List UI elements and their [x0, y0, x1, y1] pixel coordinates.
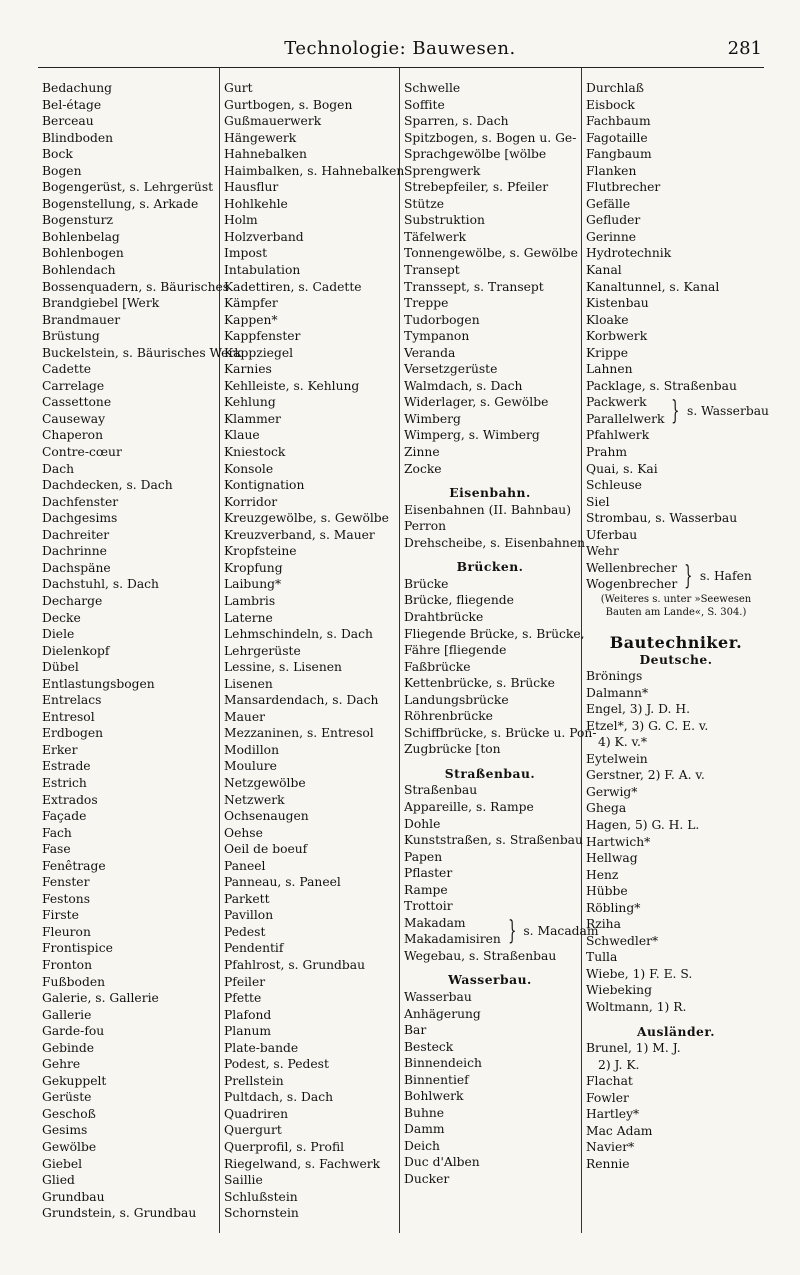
- index-entry: Kappen*: [224, 312, 278, 327]
- index-entry: Brüstung: [42, 329, 100, 344]
- index-entry: Bogen: [42, 163, 82, 178]
- index-entry: Plate-bande: [224, 1040, 299, 1055]
- index-entry: Oeil de boeuf: [224, 842, 308, 857]
- index-entry: Laterne: [224, 610, 273, 625]
- cross-reference: s. Wasserbau: [687, 403, 769, 418]
- index-entry: Eisenbahnen (II. Bahnbau): [404, 502, 572, 517]
- section-heading: Deutsche.: [639, 651, 713, 667]
- person-entry: 2) J. K.: [598, 1057, 640, 1072]
- index-entry: Pavillon: [224, 908, 274, 923]
- index-entry: Modillon: [224, 742, 279, 757]
- index-entry: Fußboden: [42, 974, 106, 989]
- person-entry: Tulla: [586, 950, 618, 965]
- column-divider: [219, 68, 220, 1233]
- index-entry: Hohlkehle: [224, 196, 288, 211]
- index-entry: Straßenbau: [404, 783, 478, 798]
- section-heading: Wasserbau.: [448, 972, 532, 988]
- index-entry: Widerlager, s. Gewölbe: [404, 395, 549, 410]
- index-entry: Bohlwerk: [404, 1089, 464, 1104]
- index-entry: Lehmschindeln, s. Dach: [224, 627, 373, 642]
- index-entry: Dachgesims: [42, 511, 118, 526]
- index-entry: Gehre: [42, 1057, 81, 1072]
- person-entry: Henz: [586, 867, 619, 882]
- index-entry: Fachbaum: [586, 114, 651, 129]
- index-entry: Sprengwerk: [404, 163, 481, 178]
- index-entry: Galerie, s. Gallerie: [42, 991, 159, 1006]
- index-entry: Cassettone: [42, 395, 112, 410]
- index-entry: Prellstein: [224, 1073, 284, 1088]
- index-entry: Walmdach, s. Dach: [404, 378, 523, 393]
- index-entry: Eisbock: [586, 97, 635, 112]
- index-entry: Panneau, s. Paneel: [224, 875, 341, 890]
- person-entry: Hübbe: [586, 884, 628, 899]
- person-entry: Eytelwein: [586, 751, 648, 766]
- index-entry: Dach: [42, 461, 74, 476]
- index-entry: Pflaster: [404, 866, 453, 881]
- index-entry: Zocke: [404, 461, 442, 476]
- index-entry: Bogengerüst, s. Lehrgerüst: [42, 180, 214, 195]
- index-entry: Erker: [42, 742, 78, 757]
- index-entry: Bedachung: [42, 81, 113, 95]
- index-entry: Kistenbau: [586, 296, 649, 311]
- cross-reference: s. Macadam: [523, 924, 599, 939]
- index-entry: Appareille, s. Rampe: [404, 799, 534, 814]
- index-entry: Fronton: [42, 957, 92, 972]
- index-entry: Estrade: [42, 759, 91, 774]
- index-entry: Kanaltunnel, s. Kanal: [586, 279, 720, 294]
- person-entry: Hellwag: [586, 851, 638, 866]
- index-entry: Fangbaum: [586, 147, 652, 162]
- index-entry: Diele: [42, 627, 75, 642]
- person-entry: Rziha: [586, 917, 621, 932]
- index-entry: Lessine, s. Lisenen: [224, 660, 342, 675]
- person-entry: 4) K. v.*: [598, 735, 648, 750]
- index-entry: Festons: [42, 891, 91, 906]
- index-entry: Podest, s. Pedest: [224, 1057, 329, 1072]
- index-entry: Duc d'Alben: [404, 1155, 480, 1170]
- section-heading: Straßenbau.: [444, 765, 536, 781]
- index-entry: Gewölbe: [42, 1140, 97, 1154]
- index-entry: Firste: [42, 908, 79, 923]
- index-entry: Gefluder: [586, 213, 641, 228]
- index-entry: Mansardendach, s. Dach: [224, 693, 379, 708]
- index-entry: Gerinne: [586, 229, 637, 244]
- index-entry: Kontignation: [224, 478, 305, 493]
- section-heading: Eisenbahn.: [449, 485, 531, 501]
- index-entry: Contre-cœur: [42, 445, 122, 460]
- index-entry: Binnentief: [404, 1072, 469, 1087]
- index-entry: Bel-étage: [42, 97, 102, 112]
- person-entry: Röbling*: [586, 900, 641, 915]
- index-entry: Parallelwerk: [586, 411, 665, 426]
- index-entry: Lehrgerüste: [224, 643, 301, 658]
- column-divider: [399, 68, 400, 1233]
- index-entry: Entrelacs: [42, 693, 102, 708]
- section-gap: [586, 619, 766, 627]
- index-entry: Kappziegel: [224, 345, 294, 360]
- index-entry: Landungsbrücke: [404, 692, 509, 707]
- index-entry: Decke: [42, 610, 81, 625]
- index-entry: Dohle: [404, 816, 441, 831]
- person-entry: Navier*: [586, 1140, 635, 1155]
- person-entry: Mac Adam: [586, 1123, 653, 1138]
- index-entry: Kropfung: [224, 560, 283, 575]
- index-entry: Dachstuhl, s. Dach: [42, 577, 159, 592]
- index-entry: Berceau: [42, 114, 94, 129]
- index-entry: Kehlung: [224, 395, 276, 410]
- index-entry: Korridor: [224, 494, 278, 509]
- index-entry: Klammer: [224, 411, 281, 426]
- index-entry: Veranda: [404, 345, 456, 360]
- macadam-group: [404, 915, 599, 948]
- person-entry: Brönings: [586, 669, 643, 684]
- index-entry: Schwelle: [404, 81, 461, 95]
- index-entry: Ochsenaugen: [224, 809, 309, 824]
- index-entry: Transept: [404, 263, 460, 278]
- section-gap: [404, 551, 576, 559]
- index-entry: Bohlenbelag: [42, 229, 120, 244]
- index-entry: Flanken: [586, 163, 637, 178]
- index-entry: Schiffbrücke, s. Brücke u. Pon-: [404, 725, 597, 740]
- index-entry: Chaperon: [42, 428, 104, 443]
- index-entry: Gerüste: [42, 1090, 92, 1105]
- index-entry: Prahm: [586, 445, 628, 460]
- index-entry: Netzwerk: [224, 792, 285, 807]
- index-entry: Oehse: [224, 825, 263, 840]
- index-entry: Brücke, fliegende: [404, 593, 514, 608]
- index-entry: Brücke: [404, 576, 449, 591]
- index-entry: Täfelwerk: [404, 229, 467, 244]
- index-entry: Mauer: [224, 709, 265, 724]
- index-entry: Gefälle: [586, 196, 631, 211]
- section-gap: [404, 964, 576, 972]
- index-entry: Gallerie: [42, 1007, 92, 1022]
- index-entry: Perron: [404, 519, 447, 534]
- index-entry: Quadriren: [224, 1106, 289, 1121]
- person-entry: Fowler: [586, 1090, 629, 1105]
- index-entry: Pendentif: [224, 941, 284, 956]
- index-entry: Klaue: [224, 428, 260, 443]
- index-entry: Deich: [404, 1138, 440, 1153]
- section-gap: [404, 758, 576, 766]
- person-entry: Dalmann*: [586, 685, 649, 700]
- index-entry: Wegebau, s. Straßenbau: [404, 948, 557, 963]
- index-entry: Wimperg, s. Wimberg: [404, 428, 540, 443]
- index-entry: Wellenbrecher: [586, 560, 677, 575]
- column-divider: [581, 68, 582, 1233]
- section-gap: [404, 477, 576, 485]
- person-entry: Hagen, 5) G. H. L.: [586, 817, 700, 832]
- index-entry: Schlußstein: [224, 1189, 298, 1204]
- index-entry: Konsole: [224, 461, 274, 476]
- index-entry: Lisenen: [224, 676, 273, 691]
- major-heading: Bautechniker.: [609, 632, 743, 652]
- index-entry: Uferbau: [586, 527, 638, 542]
- cross-reference: s. Hafen: [699, 569, 752, 584]
- index-entry: Ducker: [404, 1172, 450, 1186]
- index-entry: Schornstein: [224, 1206, 299, 1221]
- index-entry: Soffite: [404, 97, 445, 112]
- brace-symbol: }: [507, 916, 517, 947]
- index-entry: Plafond: [224, 1007, 272, 1022]
- person-entry: Woltmann, 1) R.: [586, 999, 687, 1014]
- index-entry: Dachrinne: [42, 544, 107, 559]
- index-entry: Krippe: [586, 345, 629, 360]
- index-entry: Spitzbogen, s. Bogen u. Ge-: [404, 130, 577, 145]
- index-entry: Fleuron: [42, 924, 91, 939]
- index-entry: Kämpfer: [224, 296, 278, 311]
- index-entry: Dielenkopf: [42, 643, 110, 658]
- index-entry: Erdbogen: [42, 726, 104, 741]
- index-entry: Fliegende Brücke, s. Brücke,: [404, 626, 585, 641]
- index-entry: Moulure: [224, 759, 277, 774]
- index-entry: Durchlaß: [586, 81, 644, 95]
- index-entry: Decharge: [42, 593, 103, 608]
- index-entry: Substruktion: [404, 213, 485, 228]
- index-entry: Damm: [404, 1122, 445, 1137]
- index-entry: Bohlenbogen: [42, 246, 124, 261]
- brace-symbol: }: [671, 395, 680, 426]
- index-entry: Binnendeich: [404, 1056, 482, 1071]
- index-entry: Wehr: [586, 544, 619, 559]
- index-entry: Fenêtrage: [42, 858, 106, 873]
- page-header: [0, 38, 800, 68]
- index-entry: Querprofil, s. Profil: [224, 1140, 345, 1154]
- index-entry: Lambris: [224, 593, 276, 608]
- index-entry: Bohlendach: [42, 263, 116, 278]
- index-entry: Strebepfeiler, s. Pfeiler: [404, 180, 549, 195]
- index-entry: Garde-fou: [42, 1024, 105, 1039]
- index-entry: Drehscheibe, s. Eisenbahnen: [404, 535, 586, 550]
- section-heading: Ausländer.: [636, 1023, 716, 1039]
- person-entry: Gerwig*: [586, 784, 638, 799]
- index-entry: Holzverband: [224, 229, 304, 244]
- header-rule: [38, 67, 764, 68]
- index-entry: Gebinde: [42, 1040, 94, 1055]
- index-entry: Kniestock: [224, 445, 286, 460]
- index-entry: Dachfenster: [42, 494, 119, 509]
- index-entry: Buckelstein, s. Bäurisches Werk: [42, 345, 242, 360]
- index-entry: Quai, s. Kai: [586, 461, 658, 476]
- index-entry: Bogenstellung, s. Arkade: [42, 196, 199, 211]
- index-entry: Brandmauer: [42, 312, 121, 327]
- index-entry: Extrados: [42, 792, 98, 807]
- index-entry: Röhrenbrücke: [404, 709, 493, 724]
- person-entry: Engel, 3) J. D. H.: [586, 702, 690, 717]
- index-entry: Siel: [586, 494, 610, 509]
- index-entry: Gußmauerwerk: [224, 114, 322, 129]
- index-entry: Entlastungsbogen: [42, 676, 155, 691]
- index-entry: Carrelage: [42, 378, 105, 393]
- page-number: 281: [727, 38, 762, 59]
- index-entry: Blindboden: [42, 130, 114, 145]
- index-entry: Tudorbogen: [404, 312, 480, 327]
- index-entry: Hausflur: [224, 180, 279, 195]
- index-entry: Cadette: [42, 362, 92, 377]
- index-entry: Besteck: [404, 1039, 454, 1054]
- index-entry: Intabulation: [224, 263, 301, 278]
- index-entry: Laibung*: [224, 577, 282, 592]
- index-entry: Fach: [42, 825, 72, 840]
- packwerk-group: [586, 394, 769, 427]
- index-entry: Sprachgewölbe [wölbe: [404, 147, 547, 162]
- index-entry: Saillie: [224, 1173, 263, 1188]
- index-entry: Hahnebalken: [224, 147, 307, 162]
- column-2: [224, 80, 405, 1222]
- index-entry: Hängewerk: [224, 130, 297, 145]
- index-entry: Versetzgerüste: [404, 362, 498, 377]
- index-entry: Giebel: [42, 1156, 83, 1171]
- index-entry: Tonnengewölbe, s. Gewölbe: [404, 246, 578, 261]
- person-entry: Flachat: [586, 1074, 633, 1089]
- index-entry: Wimberg: [404, 411, 461, 426]
- index-entry: Lahnen: [586, 362, 633, 377]
- index-entry: Makadamisiren: [404, 932, 501, 947]
- index-entry: Bossenquadern, s. Bäurisches: [42, 279, 230, 294]
- index-entry: Kreuzgewölbe, s. Gewölbe: [224, 511, 389, 526]
- index-entry: Drahtbrücke: [404, 609, 484, 624]
- index-entry: Zugbrücke [ton: [404, 742, 501, 757]
- index-entry: Kreuzverband, s. Mauer: [224, 527, 375, 542]
- index-entry: Pultdach, s. Dach: [224, 1090, 334, 1105]
- index-entry: Kropfsteine: [224, 544, 297, 559]
- column-4: [586, 80, 769, 1172]
- index-entry: Brandgiebel [Werk: [42, 296, 160, 311]
- index-entry: Schleuse: [586, 478, 642, 493]
- index-entry: Estrich: [42, 775, 87, 790]
- index-entry: Wogenbrecher: [586, 577, 678, 592]
- index-entry: Kettenbrücke, s. Brücke: [404, 676, 555, 691]
- index-entry: Dübel: [42, 660, 79, 675]
- index-entry: Papen: [404, 849, 443, 864]
- index-entry: Fähre [fliegende: [404, 643, 507, 658]
- index-entry: Gesims: [42, 1123, 88, 1138]
- index-entry: Mezzaninen, s. Entresol: [224, 726, 374, 741]
- index-entry: Stütze: [404, 196, 444, 211]
- index-entry: Kadettiren, s. Cadette: [224, 279, 362, 294]
- index-entry: Gekuppelt: [42, 1073, 107, 1088]
- index-entry: Zinne: [404, 445, 440, 460]
- person-entry: Etzel*, 3) G. C. E. v.: [586, 718, 709, 733]
- index-entry: Kappfenster: [224, 329, 301, 344]
- index-entry: Riegelwand, s. Fachwerk: [224, 1156, 381, 1171]
- index-entry: Wasserbau: [404, 989, 472, 1004]
- index-entry: Gurtbogen, s. Bogen: [224, 97, 353, 112]
- index-entry: Causeway: [42, 411, 106, 426]
- person-entry: Hartley*: [586, 1107, 640, 1122]
- index-entry: Pfahlwerk: [586, 428, 650, 443]
- person-entry: Ghega: [586, 801, 627, 816]
- index-entry: Anhägerung: [404, 1006, 481, 1021]
- section-heading: Brücken.: [456, 559, 524, 575]
- index-entry: Façade: [42, 809, 87, 824]
- index-entry: Rampe: [404, 882, 448, 897]
- index-entry: Hydrotechnik: [586, 246, 672, 261]
- wellenbrecher-group: [586, 560, 766, 593]
- person-entry: Rennie: [586, 1156, 630, 1171]
- index-entry: Pfette: [224, 991, 262, 1006]
- index-entry: Fase: [42, 842, 71, 857]
- index-entry: Planum: [224, 1024, 272, 1039]
- index-entry: Frontispice: [42, 941, 113, 956]
- index-entry: Pfeiler: [224, 974, 266, 989]
- index-entry: Glied: [42, 1173, 75, 1188]
- index-entry: Sparren, s. Dach: [404, 114, 509, 129]
- index-entry: Grundstein, s. Grundbau: [42, 1206, 197, 1221]
- index-entry: Packlage, s. Straßenbau: [586, 378, 737, 393]
- index-entry: Netzgewölbe: [224, 775, 306, 790]
- person-entry: Wiebe, 1) F. E. S.: [586, 966, 693, 981]
- index-entry: Quergurt: [224, 1123, 282, 1138]
- brace-symbol: }: [684, 561, 693, 592]
- index-entry: Pedest: [224, 924, 266, 939]
- index-entry: Bar: [404, 1023, 427, 1038]
- index-entry: Impost: [224, 246, 268, 261]
- index-entry: Trottoir: [404, 899, 453, 914]
- index-entry: Kanal: [586, 263, 622, 278]
- index-entry: Korbwerk: [586, 329, 648, 344]
- index-entry: Haimbalken, s. Hahnebalken: [224, 163, 405, 178]
- index-entry: Dachspäne: [42, 560, 111, 575]
- index-entry: Gurt: [224, 81, 253, 95]
- index-entry: Flutbrecher: [586, 180, 661, 195]
- index-entry: Entresol: [42, 709, 95, 724]
- index-entry: Fenster: [42, 875, 90, 890]
- index-entry: Kloake: [586, 312, 629, 327]
- index-entry: Dachdecken, s. Dach: [42, 478, 173, 493]
- person-entry: Hartwich*: [586, 834, 651, 849]
- index-entry: Transsept, s. Transept: [404, 279, 544, 294]
- index-entry: Treppe: [404, 296, 449, 311]
- index-entry: Strombau, s. Wasserbau: [586, 511, 738, 526]
- person-entry: Schwedler*: [586, 933, 659, 948]
- running-title: Technologie: Bauwesen.: [284, 38, 516, 59]
- index-entry: Holm: [224, 213, 258, 228]
- person-entry: Brunel, 1) M. J.: [586, 1041, 681, 1056]
- index-entry: Parkett: [224, 891, 270, 906]
- index-entry: Bogensturz: [42, 213, 114, 228]
- index-entry: Packwerk: [586, 395, 647, 410]
- index-entry: Faßbrücke: [404, 659, 471, 674]
- index-entry: Grundbau: [42, 1189, 105, 1204]
- index-entry: Dachreiter: [42, 527, 110, 542]
- index-entry: Kehlleiste, s. Kehlung: [224, 378, 360, 393]
- index-entry: Karnies: [224, 362, 272, 377]
- index-entry: Paneel: [224, 858, 266, 873]
- index-entry: Fagotaille: [586, 130, 648, 145]
- index-entry: Geschoß: [42, 1106, 96, 1121]
- index-entry: Pfahlrost, s. Grundbau: [224, 957, 366, 972]
- index-entry: Buhne: [404, 1105, 445, 1120]
- index-entry: Makadam: [404, 915, 466, 930]
- cross-reference-note: (Weiteres s. unter »Seewesen Bauten am Lande«, S. 304.): [600, 593, 752, 618]
- index-entry: Bock: [42, 147, 73, 162]
- index-entry: Kunststraßen, s. Straßenbau: [404, 833, 583, 848]
- index-entry: Tympanon: [404, 329, 470, 344]
- section-gap: [586, 1016, 766, 1024]
- person-entry: Gerstner, 2) F. A. v.: [586, 768, 705, 783]
- person-entry: Wiebeking: [586, 983, 652, 998]
